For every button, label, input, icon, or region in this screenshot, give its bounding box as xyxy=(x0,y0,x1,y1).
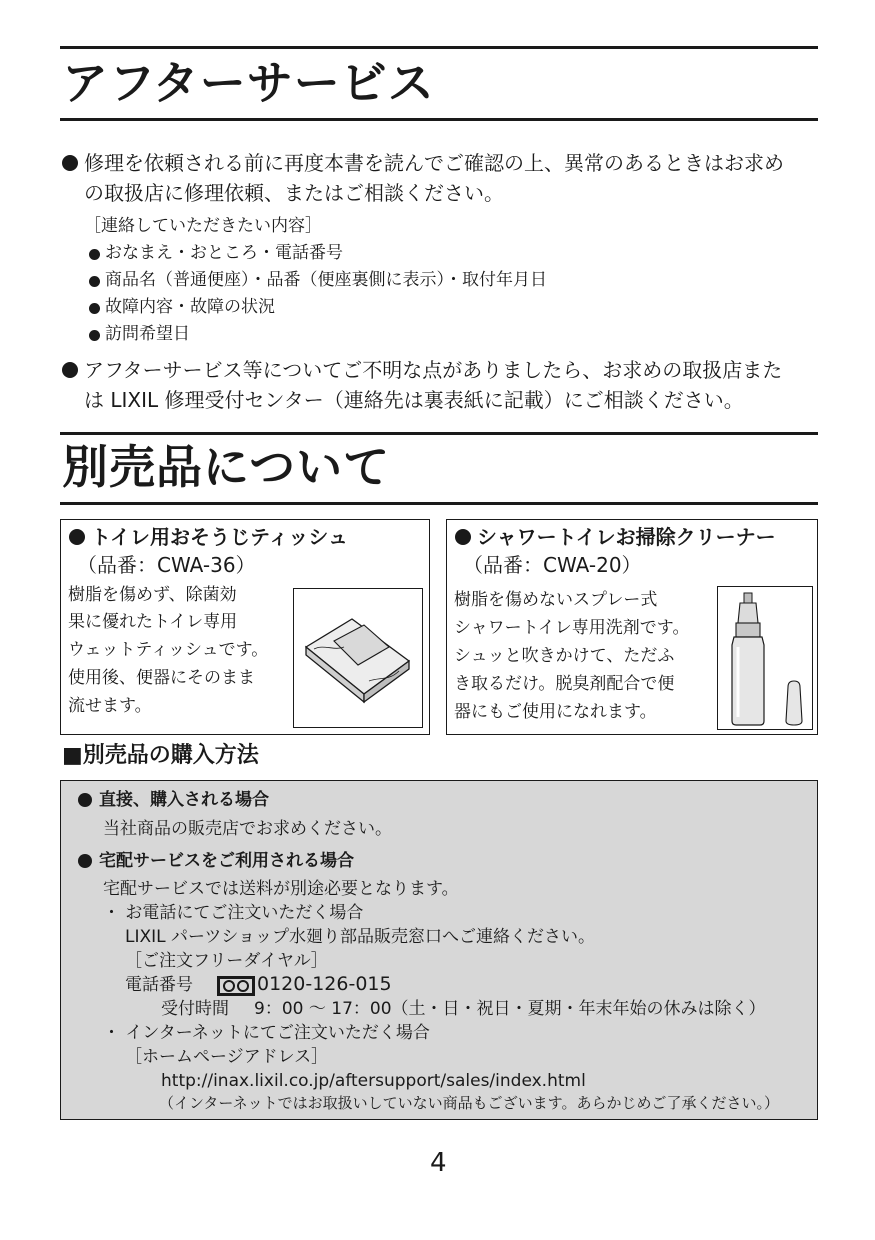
contact-item: 故障内容・故障の状況 xyxy=(105,297,275,317)
product-desc-line: 器にもご使用になれます。 xyxy=(454,702,657,722)
spray-bottle-illustration xyxy=(718,587,811,728)
after-service-heading: アフターサービス xyxy=(62,56,435,110)
product-card-cleaner xyxy=(446,519,818,735)
product-desc-line: ウェットティッシュです。 xyxy=(68,640,269,660)
hours-label: 受付時間 xyxy=(161,999,229,1019)
contact-item: 商品名（普通便座）・品番（便座裏側に表示）・取付年月日 xyxy=(105,270,547,290)
product-title: シャワートイレお掃除クリーナー xyxy=(477,525,776,549)
web-note: （インターネットではお取扱いしていない商品もございます。あらかじめご了承ください。） xyxy=(159,1094,779,1112)
bullet-icon xyxy=(89,249,100,260)
product-part-number: （品番：CWA-36） xyxy=(77,553,256,577)
web-label: ［ホームページアドレス］ xyxy=(125,1047,329,1067)
bullet-icon xyxy=(89,276,100,287)
web-order-heading: ・ インターネットにてご注文いただく場合 xyxy=(103,1023,430,1043)
phone-order-heading: ・ お電話にてご注文いただく場合 xyxy=(103,903,364,923)
product-desc-line: 樹脂を傷めず、除菌効 xyxy=(68,585,237,605)
delivery-intro: 宅配サービスでは送料が別途必要となります。 xyxy=(103,879,459,899)
free-dial-label: ［ご注文フリーダイヤル］ xyxy=(125,951,328,971)
product-title: トイレ用おそうじティッシュ xyxy=(91,525,348,549)
phone-order-text: LIXIL パーツショップ水廻り部品販売窓口へご連絡ください。 xyxy=(125,927,595,947)
free-dial-icon xyxy=(217,976,255,996)
phone-label: 電話番号 xyxy=(125,975,193,995)
product-desc-line: 使用後、便器にそのまま xyxy=(68,668,255,688)
contact-label: ［連絡していただきたい内容］ xyxy=(84,216,322,236)
top-rule xyxy=(60,46,818,49)
product-card-tissue xyxy=(60,519,430,735)
product-desc-line: 果に優れたトイレ専用 xyxy=(68,612,238,632)
order-url-link[interactable]: http://inax.lixil.co.jp/aftersupport/sales/index.html xyxy=(161,1071,586,1091)
bullet-icon xyxy=(69,529,85,545)
spray-image-frame xyxy=(717,586,813,730)
after-service-item1-line1: 修理を依頼される前に再度本書を読んでご確認の上、異常のあるときはお求め xyxy=(84,151,784,175)
tissue-image-frame xyxy=(293,588,423,728)
bullet-icon xyxy=(89,303,100,314)
heading-rule xyxy=(60,118,818,121)
after-service-item2-line2: は LIXIL 修理受付センター（連絡先は裏表紙に記載）にご相談ください。 xyxy=(84,388,744,412)
bullet-icon xyxy=(89,330,100,341)
after-service-item2-line1: アフターサービス等についてご不明な点がありましたら、お求めの取扱店また xyxy=(84,358,783,382)
after-service-item1-line2: の取扱店に修理依頼、またはご相談ください。 xyxy=(84,181,504,205)
product-desc-line: シュッと吹きかけて、ただふ xyxy=(454,646,675,666)
bullet-icon xyxy=(455,529,471,545)
product-desc-line: シャワートイレ専用洗剤です。 xyxy=(454,618,690,638)
wet-tissue-pack-illustration xyxy=(294,589,421,726)
purchase-panel xyxy=(60,780,818,1120)
product-desc-line: き取るだけ。脱臭剤配合で便 xyxy=(454,674,675,694)
bullet-icon xyxy=(62,155,78,171)
bullet-icon xyxy=(62,362,78,378)
purchase-heading: ■別売品の購入方法 xyxy=(62,743,259,768)
bullet-icon xyxy=(78,854,92,868)
page-number: 4 xyxy=(430,1148,447,1178)
accessories-heading: 別売品について xyxy=(62,440,391,494)
hours-text: 9：00 ～ 17：00（土・日・祝日・夏期・年末年始の休みは除く） xyxy=(254,999,766,1019)
direct-purchase-text: 当社商品の販売店でお求めください。 xyxy=(103,819,392,839)
direct-purchase-title: 直接、購入される場合 xyxy=(99,790,269,810)
bullet-icon xyxy=(78,793,92,807)
heading-rule xyxy=(60,502,818,505)
contact-item: おなまえ・おところ・電話番号 xyxy=(105,243,343,263)
section-rule xyxy=(60,432,818,435)
product-desc-line: 流せます。 xyxy=(68,696,152,716)
phone-number: 0120-126-015 xyxy=(257,973,392,995)
product-desc-line: 樹脂を傷めないスプレー式 xyxy=(454,590,658,610)
product-part-number: （品番：CWA-20） xyxy=(463,553,642,577)
contact-item: 訪問希望日 xyxy=(105,324,190,344)
delivery-title: 宅配サービスをご利用される場合 xyxy=(99,851,354,871)
